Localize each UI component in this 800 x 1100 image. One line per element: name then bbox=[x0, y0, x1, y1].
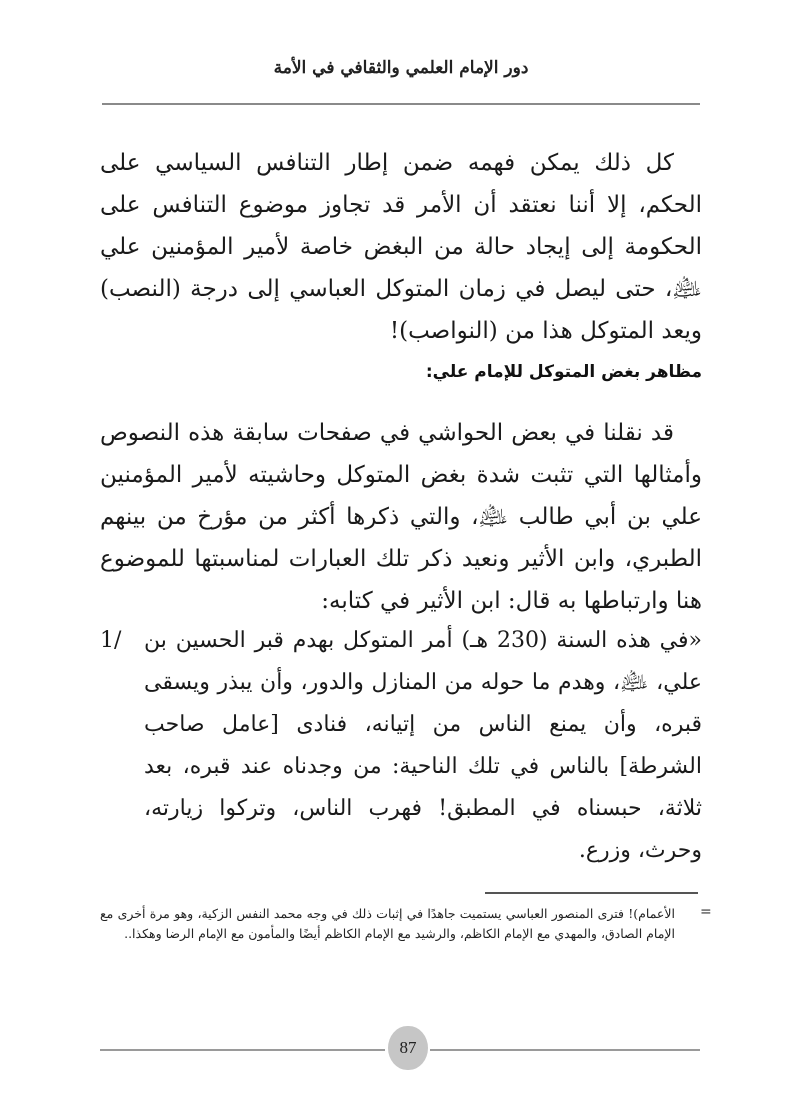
footnote: الأعمام)! فترى المنصور العباسي يستميت جاهدًا في إثبات ذلك في وجه محمد النفس الزكية، وهو مرة أخرى مع الإمام الصادق، والمهدي مع الإمام الكاظم، والرشيد مع الإمام الكاظم أيضًا والمأمون مع الإمام الرضا وهكذا.. bbox=[100, 906, 675, 941]
footer-rule-left bbox=[100, 1049, 385, 1051]
quote-number: 1/ bbox=[100, 628, 122, 653]
footnote-rule bbox=[485, 892, 698, 894]
page-number: 87 bbox=[399, 1038, 417, 1057]
page-number-badge bbox=[388, 1026, 428, 1070]
running-head: دور الإمام العلمي والثقافي في الأمة bbox=[273, 58, 529, 78]
header-rule bbox=[102, 103, 700, 105]
paragraph-1: كل ذلك يمكن فهمه ضمن إطار التنافس السياسي على الحكم، إلا أننا نعتقد أن الأمر قد تجاوز موضوع التنافس على الحكومة إلى إيجاد حالة من البغض خاصة لأمير المؤمنين علي ﵇، حتى ليصل في زمان المتوكل العباسي إلى درجة (النصب) ويعد المتوكل هذا من (النواصب)! bbox=[100, 150, 702, 344]
quote-item bbox=[100, 620, 702, 872]
paragraph-1-block bbox=[100, 142, 702, 352]
paragraph-2-block bbox=[100, 412, 702, 622]
paragraph-2: قد نقلنا في بعض الحواشي في صفحات سابقة هذه النصوص وأمثالها التي تثبت شدة بغض المتوكل وحاشيته لأمير المؤمنين علي بن أبي طالب ﵇، والتي ذكرها أكثر من مؤرخ من بينهم الطبري، وابن الأثير ونعيد ذكر تلك العبارات لمناسبتها للموضوع هنا وارتباطها به قال: ابن الأثير في كتابه: bbox=[100, 420, 702, 614]
footnote-continuation-mark: = bbox=[700, 904, 712, 920]
footer-rule-right bbox=[430, 1049, 700, 1051]
quote-text: «في هذه السنة (230 هـ) أمر المتوكل بهدم قبر الحسين بن علي، ﵇، وهدم ما حوله من المنازل والدور، وأن يبذر ويسقى قبره، وأن يمنع الناس من إتيانه، فنادى [عامل صاحب الشرطة] بالناس في تلك الناحية: من وجدناه عند قبره، بعد ثلاثة، حبسناه في المطبق! فهرب الناس، وتركوا زيارته، وحرث، وزرع. bbox=[144, 628, 702, 863]
section-heading: مظاهر بغض المتوكل للإمام علي: bbox=[425, 362, 702, 382]
